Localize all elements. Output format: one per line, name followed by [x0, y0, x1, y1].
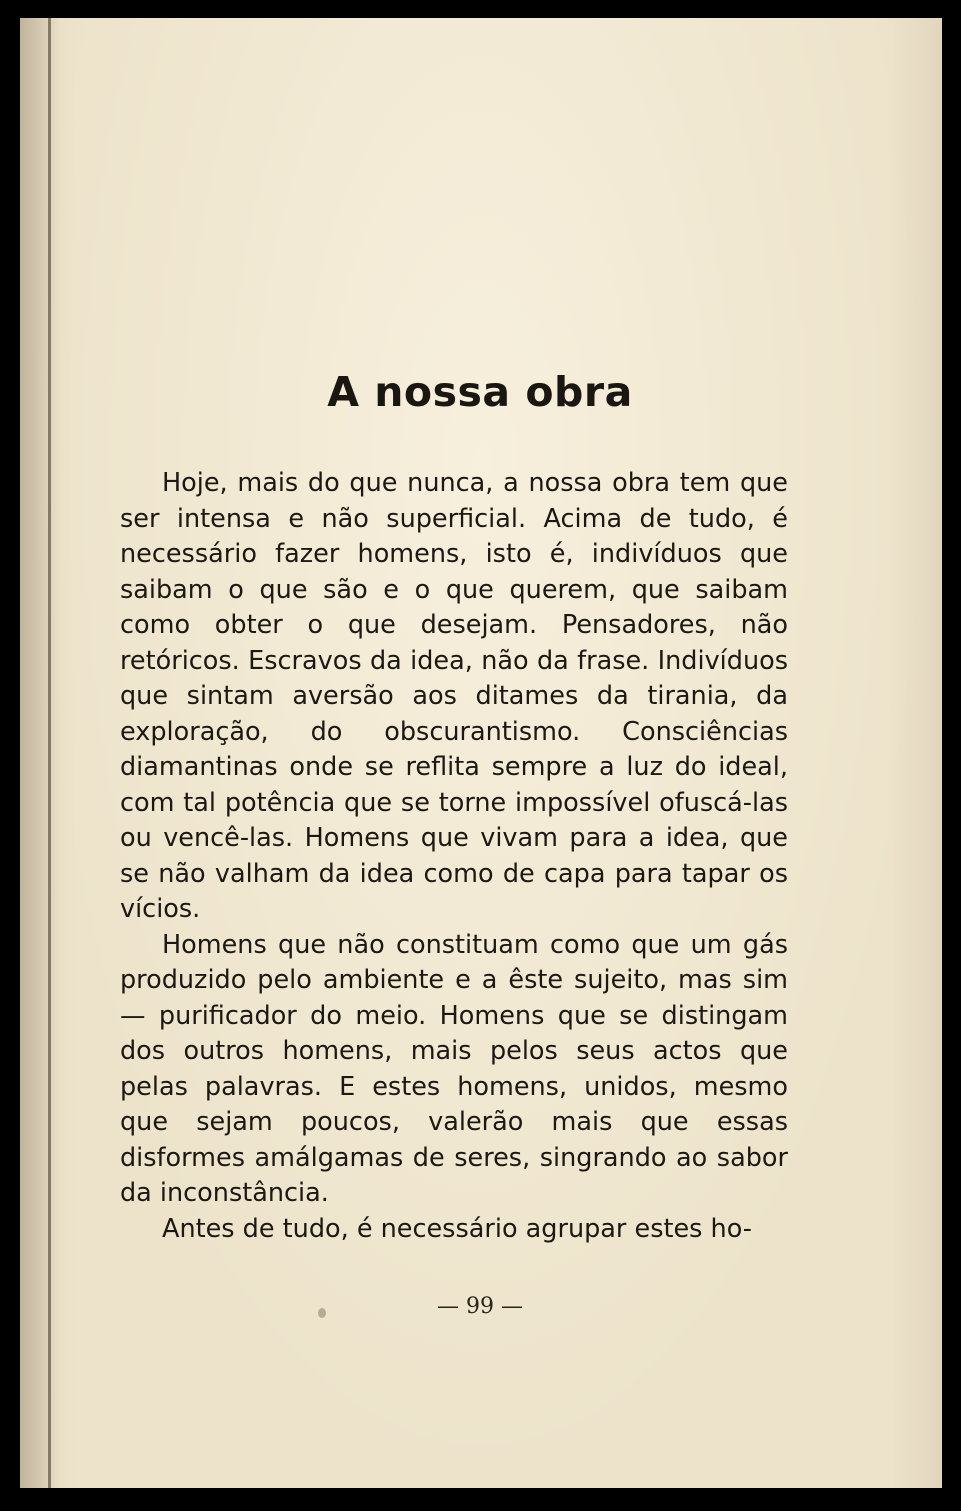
page-number: — 99 —: [437, 1294, 523, 1319]
spine-edge: [48, 18, 51, 1488]
paragraph-1: Hoje, mais do que nunca, a nossa obra tem que ser intensa e não superficial. Acima de tudo, é necessário fazer homens, isto é, indivíduos que saibam o que são e o que querem, que saibam como obter o que desejam. Pensadores, não retóricos. Escravos da idea, não da frase. Indivíduos que sintam aversão aos ditames da tirania, da exploração, do obscurantismo. Consciências diamantinas onde se reflita sempre a luz do ideal, com tal potência que se torne impossível ofuscá-las ou vencê-las. Homens que vivam para a idea, que se não valham da idea como de capa para tapar os vícios.: [120, 468, 788, 924]
paragraph-3: Antes de tudo, é necessário agrupar estes ho-: [162, 1213, 752, 1244]
paragraph-2: Homens que não constituam como que um gás produzido pelo ambiente e a êste sujeito, mas sim — purificador do meio. Homens que se distingam dos outros homens, mais pelos seus actos que pelas palavras. E estes homens, unidos, mesmo que sejam poucos, valerão mais que essas disformes amálgamas de seres, singrando ao sabor da inconstância.: [120, 929, 788, 1208]
spine-shadow: [20, 18, 60, 1488]
body-text: [120, 466, 788, 1247]
chapter-title: A nossa obra: [327, 368, 633, 416]
book-page: [20, 18, 942, 1488]
